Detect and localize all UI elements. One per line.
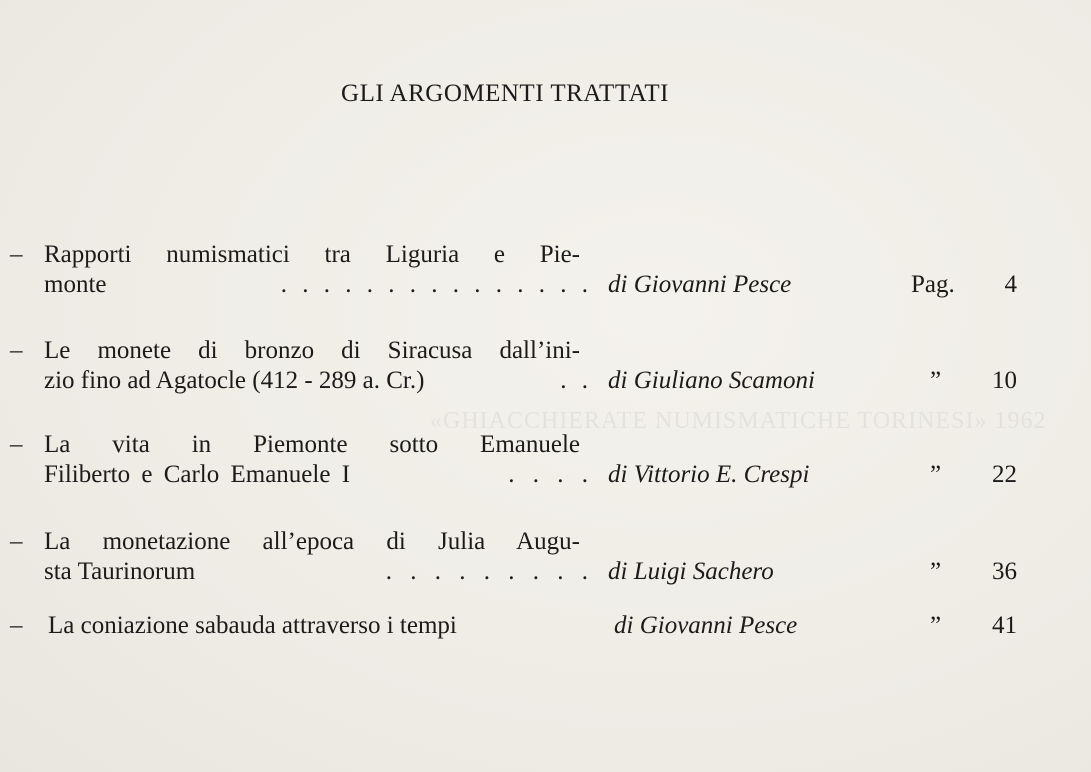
leader-dots: . . . . xyxy=(508,461,588,488)
entry-author: di Giovanni Pesce xyxy=(608,271,792,298)
entry-title-line1: Le monete di bronzo di Siracusa dall’ini- xyxy=(44,337,580,364)
entry-dash: – xyxy=(10,337,23,364)
leader-dots: . . . . . . . . . xyxy=(385,558,588,585)
entry-title-line2: sta Taurinorum xyxy=(44,558,196,585)
entry-title-line1: Rapporti numismatici tra Liguria e Pie- xyxy=(44,241,580,268)
entry-author: di Vittorio E. Crespi xyxy=(608,461,810,488)
entry-author: di Giuliano Scamoni xyxy=(608,367,815,394)
entry-page-number: 10 xyxy=(992,367,1017,394)
entry-dash: – xyxy=(10,612,23,639)
entry-page-number: 41 xyxy=(992,612,1017,639)
ditto-mark: ” xyxy=(930,612,942,639)
entry-author: di Luigi Sachero xyxy=(608,558,774,585)
entry-title-line2: zio fino ad Agatocle (412 - 289 a. Cr.) xyxy=(44,367,425,394)
entry-title-line2: Filiberto e Carlo Emanuele I xyxy=(44,461,351,488)
entry-page-number: 36 xyxy=(992,558,1017,585)
ditto-mark: ” xyxy=(930,461,942,488)
show-through-text: «GHIACCHIERATE NUMISMATICHE TORINESI» 1962 xyxy=(430,408,1047,434)
page-label: Pag. xyxy=(911,271,955,298)
entry-title-line1: La coniazione sabauda attraverso i tempi xyxy=(48,612,457,639)
entry-author: di Giovanni Pesce xyxy=(614,612,798,639)
entry-dash: – xyxy=(10,241,23,268)
entry-title-line1: La monetazione all’epoca di Julia Augu- xyxy=(44,528,580,555)
page-title: GLI ARGOMENTI TRATTATI xyxy=(341,80,669,107)
leader-dots: . . xyxy=(560,367,588,394)
entry-title-line2: monte xyxy=(44,271,107,298)
ditto-mark: ” xyxy=(930,558,942,585)
entry-page-number: 22 xyxy=(992,461,1017,488)
entry-page-number: 4 xyxy=(1004,271,1017,298)
entry-dash: – xyxy=(10,528,23,555)
ditto-mark: ” xyxy=(930,367,942,394)
entry-dash: – xyxy=(10,431,23,458)
entry-title-line1: La vita in Piemonte sotto Emanuele xyxy=(44,431,580,458)
leader-dots: . . . . . . . . . . . . . . . xyxy=(280,271,588,298)
